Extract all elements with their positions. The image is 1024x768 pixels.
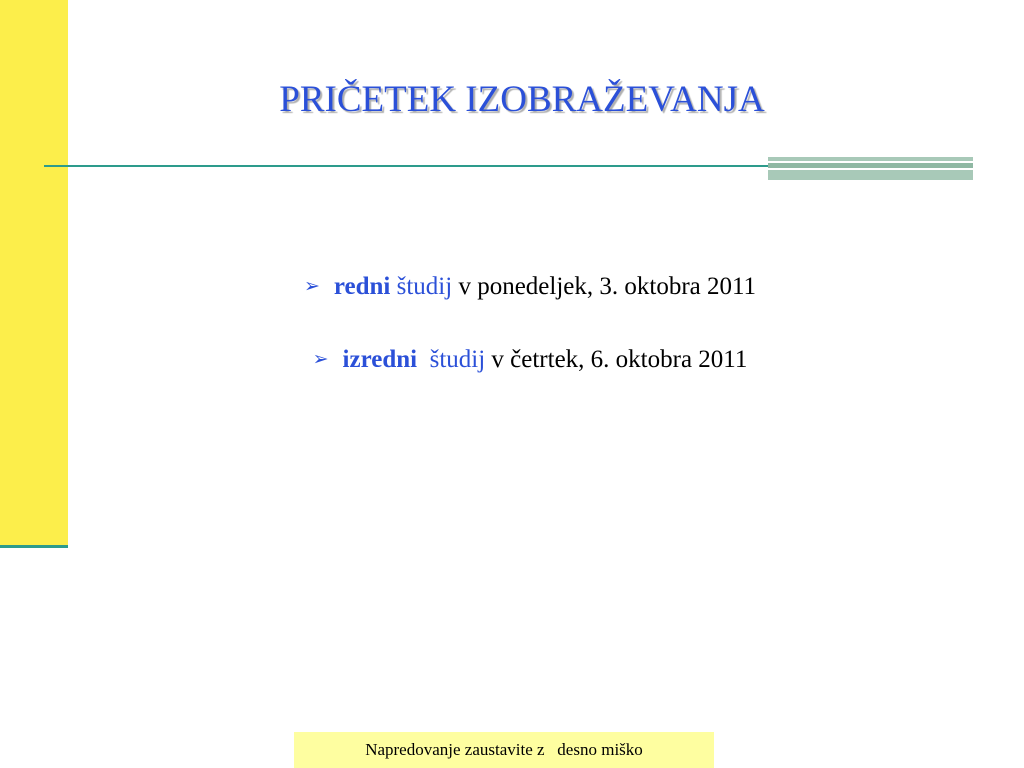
title-divider-stripes bbox=[768, 157, 973, 180]
start-date-text: v ponedeljek, 3. oktobra 2011 bbox=[452, 273, 757, 300]
spacer bbox=[417, 346, 430, 373]
study-label: študij bbox=[396, 273, 453, 300]
study-label: študij bbox=[429, 346, 486, 373]
slide-title: PRIČETEK IZOBRAŽEVANJA bbox=[279, 79, 765, 120]
bullet-list bbox=[0, 268, 1024, 414]
navigation-hint: Napredovanje zaustavite z desno miško bbox=[294, 732, 714, 768]
bullet-item-redni bbox=[0, 268, 1024, 305]
title-divider bbox=[44, 165, 770, 167]
arrowhead-bullet-icon: ➢ bbox=[303, 275, 320, 297]
bullet-item-izredni bbox=[0, 341, 1024, 378]
study-type-label: redni bbox=[333, 273, 391, 300]
start-date-text: v četrtek, 6. oktobra 2011 bbox=[485, 346, 748, 373]
arrowhead-bullet-icon: ➢ bbox=[312, 348, 329, 370]
study-type-label: izredni bbox=[342, 346, 418, 373]
side-decor-underline bbox=[0, 545, 68, 548]
